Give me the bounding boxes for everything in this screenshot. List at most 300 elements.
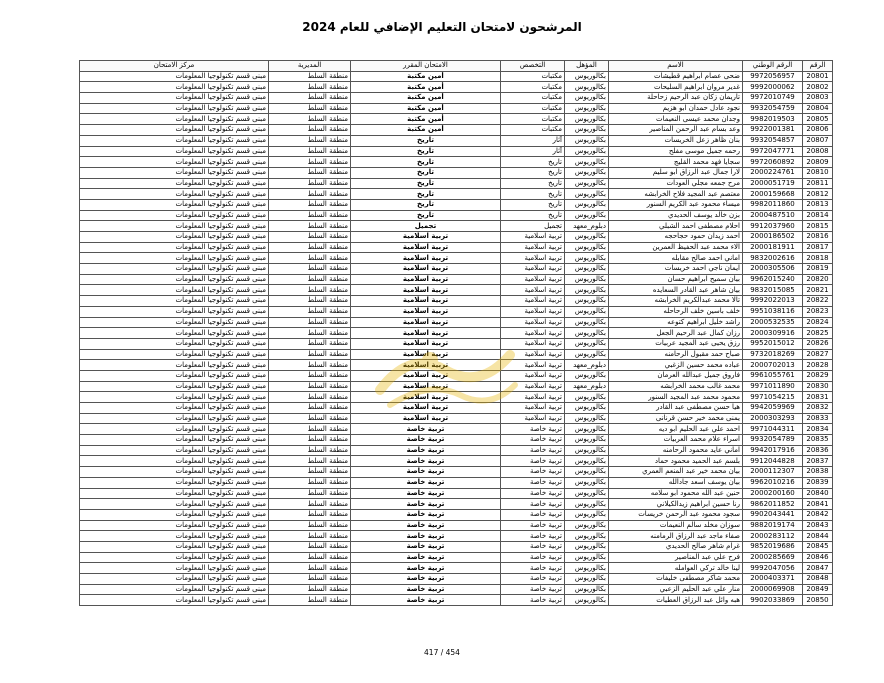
cell-national-id: 2000303293	[743, 413, 803, 424]
cell-exam: تاريخ	[351, 210, 501, 221]
cell-serial: 20834	[803, 424, 833, 435]
cell-directorate: منطقة السلط	[269, 82, 351, 93]
cell-specialization: تربية اسلامية	[501, 349, 565, 360]
cell-exam: تربية اسلامية	[351, 242, 501, 253]
cell-exam-center: مبنى قسم تكنولوجيا المعلومات	[80, 424, 269, 435]
cell-directorate: منطقة السلط	[269, 424, 351, 435]
table-row	[80, 285, 833, 296]
cell-national-id: 9882019174	[743, 520, 803, 531]
cell-name: يمنى محمد خير حسن قرنانى	[609, 413, 743, 424]
cell-national-id: 9992022013	[743, 296, 803, 307]
cell-specialization: تربية خاصة	[501, 477, 565, 488]
table-row	[80, 403, 833, 414]
cell-qualification: بكالوريوس	[565, 595, 609, 606]
candidates-table	[79, 60, 833, 606]
cell-specialization: تربية خاصة	[501, 509, 565, 520]
cell-specialization: تربية اسلامية	[501, 328, 565, 339]
cell-serial: 20832	[803, 403, 833, 414]
cell-exam: أمين مكتبة	[351, 103, 501, 114]
table-row	[80, 435, 833, 446]
cell-directorate: منطقة السلط	[269, 221, 351, 232]
cell-serial: 20820	[803, 274, 833, 285]
cell-exam: تربية اسلامية	[351, 274, 501, 285]
cell-exam: تاريخ	[351, 135, 501, 146]
cell-specialization: تربية خاصة	[501, 488, 565, 499]
cell-national-id: 9962010216	[743, 477, 803, 488]
cell-national-id: 9732018269	[743, 349, 803, 360]
cell-exam: تربية اسلامية	[351, 349, 501, 360]
cell-qualification: بكالوريوس	[565, 584, 609, 595]
cell-directorate: منطقة السلط	[269, 232, 351, 243]
cell-qualification: بكالوريوس	[565, 264, 609, 275]
cell-exam: تربية اسلامية	[351, 360, 501, 371]
cell-directorate: منطقة السلط	[269, 178, 351, 189]
cell-serial: 20817	[803, 242, 833, 253]
cell-exam: تربية خاصة	[351, 552, 501, 563]
cell-exam: تربية اسلامية	[351, 285, 501, 296]
cell-name: اماني عايد محمود الرحامنه	[609, 445, 743, 456]
cell-qualification: دبلوم_معهد	[565, 381, 609, 392]
cell-specialization: تربية خاصة	[501, 445, 565, 456]
table-row	[80, 253, 833, 264]
cell-qualification: بكالوريوس	[565, 296, 609, 307]
cell-serial: 20813	[803, 199, 833, 210]
cell-exam: تربية اسلامية	[351, 370, 501, 381]
cell-directorate: منطقة السلط	[269, 157, 351, 168]
cell-directorate: منطقة السلط	[269, 584, 351, 595]
table-row	[80, 488, 833, 499]
cell-qualification: بكالوريوس	[565, 232, 609, 243]
cell-directorate: منطقة السلط	[269, 520, 351, 531]
table-row	[80, 306, 833, 317]
cell-serial: 20802	[803, 82, 833, 93]
cell-national-id: 9932054759	[743, 103, 803, 114]
cell-directorate: منطقة السلط	[269, 403, 351, 414]
cell-exam: تاريخ	[351, 178, 501, 189]
cell-directorate: منطقة السلط	[269, 392, 351, 403]
cell-serial: 20831	[803, 392, 833, 403]
cell-qualification: دبلوم_معهد	[565, 360, 609, 371]
cell-qualification: بكالوريوس	[565, 210, 609, 221]
cell-exam: تربية اسلامية	[351, 338, 501, 349]
cell-directorate: منطقة السلط	[269, 445, 351, 456]
cell-directorate: منطقة السلط	[269, 381, 351, 392]
cell-national-id: 2000309916	[743, 328, 803, 339]
cell-national-id: 2000283112	[743, 531, 803, 542]
table-row	[80, 477, 833, 488]
cell-qualification: بكالوريوس	[565, 71, 609, 82]
cell-serial: 20827	[803, 349, 833, 360]
header-name: الاسم	[609, 61, 743, 72]
table-row	[80, 499, 833, 510]
cell-directorate: منطقة السلط	[269, 93, 351, 104]
cell-specialization: تربية اسلامية	[501, 274, 565, 285]
page-number: 417 / 454	[424, 648, 460, 657]
cell-directorate: منطقة السلط	[269, 456, 351, 467]
cell-name: خلف باسين خلف الرحاحله	[609, 306, 743, 317]
cell-serial: 20809	[803, 157, 833, 168]
cell-serial: 20838	[803, 467, 833, 478]
cell-qualification: بكالوريوس	[565, 103, 609, 114]
cell-exam-center: مبنى قسم تكنولوجيا المعلومات	[80, 199, 269, 210]
cell-serial: 20835	[803, 435, 833, 446]
cell-qualification: بكالوريوس	[565, 306, 609, 317]
cell-specialization: تربية خاصة	[501, 584, 565, 595]
cell-exam-center: مبنى قسم تكنولوجيا المعلومات	[80, 595, 269, 606]
cell-serial: 20846	[803, 552, 833, 563]
cell-serial: 20840	[803, 488, 833, 499]
cell-qualification: بكالوريوس	[565, 189, 609, 200]
cell-national-id: 9972056957	[743, 71, 803, 82]
cell-national-id: 9902033869	[743, 595, 803, 606]
cell-directorate: منطقة السلط	[269, 317, 351, 328]
cell-qualification: بكالوريوس	[565, 424, 609, 435]
cell-name: عباده محمد حسين الزغبي	[609, 360, 743, 371]
cell-qualification: بكالوريوس	[565, 370, 609, 381]
table-row	[80, 531, 833, 542]
cell-qualification: بكالوريوس	[565, 456, 609, 467]
cell-national-id: 2000051719	[743, 178, 803, 189]
cell-serial: 20830	[803, 381, 833, 392]
cell-qualification: بكالوريوس	[565, 488, 609, 499]
cell-exam-center: مبنى قسم تكنولوجيا المعلومات	[80, 274, 269, 285]
table-row	[80, 199, 833, 210]
cell-qualification: بكالوريوس	[565, 477, 609, 488]
cell-qualification: بكالوريوس	[565, 82, 609, 93]
cell-directorate: منطقة السلط	[269, 328, 351, 339]
cell-national-id: 9852019686	[743, 541, 803, 552]
cell-serial: 20822	[803, 296, 833, 307]
cell-exam: تربية اسلامية	[351, 232, 501, 243]
cell-exam: أمين مكتبة	[351, 71, 501, 82]
cell-exam-center: مبنى قسم تكنولوجيا المعلومات	[80, 552, 269, 563]
cell-specialization: مكتبات	[501, 114, 565, 125]
table-row	[80, 125, 833, 136]
table-row	[80, 370, 833, 381]
cell-name: سجايا فهد محمد القليج	[609, 157, 743, 168]
cell-name: لينا خالد تركي العوامله	[609, 563, 743, 574]
cell-exam-center: مبنى قسم تكنولوجيا المعلومات	[80, 306, 269, 317]
cell-exam-center: مبنى قسم تكنولوجيا المعلومات	[80, 178, 269, 189]
cell-exam-center: مبنى قسم تكنولوجيا المعلومات	[80, 381, 269, 392]
cell-national-id: 2000487510	[743, 210, 803, 221]
cell-exam-center: مبنى قسم تكنولوجيا المعلومات	[80, 135, 269, 146]
table-row	[80, 563, 833, 574]
cell-qualification: بكالوريوس	[565, 135, 609, 146]
cell-specialization: تربية خاصة	[501, 531, 565, 542]
cell-exam-center: مبنى قسم تكنولوجيا المعلومات	[80, 467, 269, 478]
cell-exam-center: مبنى قسم تكنولوجيا المعلومات	[80, 509, 269, 520]
cell-national-id: 9971011890	[743, 381, 803, 392]
cell-name: غدير مروان ابراهيم السليحات	[609, 82, 743, 93]
cell-national-id: 2000159668	[743, 189, 803, 200]
cell-exam-center: مبنى قسم تكنولوجيا المعلومات	[80, 189, 269, 200]
cell-specialization: تربية خاصة	[501, 563, 565, 574]
cell-exam: تربية خاصة	[351, 520, 501, 531]
cell-exam: تربية خاصة	[351, 595, 501, 606]
cell-serial: 20804	[803, 103, 833, 114]
cell-serial: 20836	[803, 445, 833, 456]
cell-national-id: 2000224761	[743, 167, 803, 178]
cell-exam-center: مبنى قسم تكنولوجيا المعلومات	[80, 93, 269, 104]
cell-exam-center: مبنى قسم تكنولوجيا المعلومات	[80, 242, 269, 253]
cell-directorate: منطقة السلط	[269, 413, 351, 424]
cell-qualification: بكالوريوس	[565, 253, 609, 264]
table-row	[80, 242, 833, 253]
cell-serial: 20833	[803, 413, 833, 424]
cell-name: احمد زيدان حمود حجاحجه	[609, 232, 743, 243]
table-row	[80, 135, 833, 146]
cell-name: محمود محمد عبد المجيد السنور	[609, 392, 743, 403]
cell-name: وجدان محمد عيسى النعيمات	[609, 114, 743, 125]
cell-exam: تاريخ	[351, 157, 501, 168]
cell-directorate: منطقة السلط	[269, 531, 351, 542]
cell-qualification: بكالوريوس	[565, 285, 609, 296]
cell-national-id: 9971044311	[743, 424, 803, 435]
cell-directorate: منطقة السلط	[269, 264, 351, 275]
cell-national-id: 9932054857	[743, 135, 803, 146]
table-row	[80, 103, 833, 114]
cell-qualification: بكالوريوس	[565, 317, 609, 328]
cell-national-id: 9912044828	[743, 456, 803, 467]
table-row	[80, 349, 833, 360]
cell-specialization: تربية اسلامية	[501, 285, 565, 296]
cell-exam-center: مبنى قسم تكنولوجيا المعلومات	[80, 253, 269, 264]
cell-national-id: 2000403371	[743, 574, 803, 585]
cell-name: احمد علي عبد الحليم ابو ديه	[609, 424, 743, 435]
cell-directorate: منطقة السلط	[269, 360, 351, 371]
cell-serial: 20803	[803, 93, 833, 104]
cell-serial: 20824	[803, 317, 833, 328]
cell-specialization: تربية اسلامية	[501, 306, 565, 317]
cell-serial: 20825	[803, 328, 833, 339]
cell-exam-center: مبنى قسم تكنولوجيا المعلومات	[80, 167, 269, 178]
cell-national-id: 9832015085	[743, 285, 803, 296]
cell-directorate: منطقة السلط	[269, 296, 351, 307]
cell-serial: 20821	[803, 285, 833, 296]
cell-exam-center: مبنى قسم تكنولوجيا المعلومات	[80, 221, 269, 232]
cell-exam: تاريخ	[351, 167, 501, 178]
cell-serial: 20808	[803, 146, 833, 157]
cell-serial: 20843	[803, 520, 833, 531]
cell-serial: 20844	[803, 531, 833, 542]
cell-exam-center: مبنى قسم تكنولوجيا المعلومات	[80, 82, 269, 93]
table-row	[80, 552, 833, 563]
cell-name: هبه وائل عبد الرزاق العطيات	[609, 595, 743, 606]
cell-exam-center: مبنى قسم تكنولوجيا المعلومات	[80, 370, 269, 381]
cell-serial: 20837	[803, 456, 833, 467]
cell-name: رزان كمال عبد الرحيم الجعل	[609, 328, 743, 339]
cell-exam: تربية اسلامية	[351, 264, 501, 275]
cell-exam: تربية اسلامية	[351, 381, 501, 392]
cell-exam-center: مبنى قسم تكنولوجيا المعلومات	[80, 574, 269, 585]
cell-name: صباح حمد مقبول الرحامنه	[609, 349, 743, 360]
cell-national-id: 2000305506	[743, 264, 803, 275]
cell-exam-center: مبنى قسم تكنولوجيا المعلومات	[80, 445, 269, 456]
cell-qualification: بكالوريوس	[565, 93, 609, 104]
cell-exam-center: مبنى قسم تكنولوجيا المعلومات	[80, 146, 269, 157]
table-header-row	[80, 61, 833, 72]
cell-specialization: تربية اسلامية	[501, 381, 565, 392]
cell-specialization: تاريخ	[501, 210, 565, 221]
table-row	[80, 189, 833, 200]
cell-specialization: تربية خاصة	[501, 541, 565, 552]
cell-serial: 20812	[803, 189, 833, 200]
cell-specialization: مكتبات	[501, 82, 565, 93]
table-row	[80, 574, 833, 585]
cell-specialization: تربية خاصة	[501, 574, 565, 585]
table-row	[80, 71, 833, 82]
header-specialization: التخصص	[501, 61, 565, 72]
cell-directorate: منطقة السلط	[269, 167, 351, 178]
table-row	[80, 221, 833, 232]
cell-name: رحمه جميل موسى مفلح	[609, 146, 743, 157]
table-row	[80, 167, 833, 178]
cell-directorate: منطقة السلط	[269, 467, 351, 478]
cell-qualification: بكالوريوس	[565, 125, 609, 136]
cell-exam-center: مبنى قسم تكنولوجيا المعلومات	[80, 392, 269, 403]
cell-specialization: مكتبات	[501, 103, 565, 114]
cell-name: الاء محمد عبد الحفيظ العمرين	[609, 242, 743, 253]
cell-qualification: بكالوريوس	[565, 531, 609, 542]
cell-serial: 20801	[803, 71, 833, 82]
cell-name: بيان يوسف اسعد جادالله	[609, 477, 743, 488]
cell-directorate: منطقة السلط	[269, 595, 351, 606]
cell-name: سوزان مخلد سالم النعيمات	[609, 520, 743, 531]
page-title: المرشحون لامتحان التعليم الإضافي للعام 2024	[302, 20, 582, 34]
table-row	[80, 413, 833, 424]
cell-exam: تربية اسلامية	[351, 306, 501, 317]
cell-national-id: 9971054215	[743, 392, 803, 403]
cell-name: حنين عبد الله محمود ابو سلامه	[609, 488, 743, 499]
cell-name: محمد شاكر مصطفى خليفات	[609, 574, 743, 585]
cell-directorate: منطقة السلط	[269, 477, 351, 488]
table-row	[80, 584, 833, 595]
table-row	[80, 595, 833, 606]
cell-exam: تربية خاصة	[351, 531, 501, 542]
cell-exam: تربية اسلامية	[351, 403, 501, 414]
cell-serial: 20814	[803, 210, 833, 221]
cell-exam: تربية خاصة	[351, 445, 501, 456]
cell-serial: 20829	[803, 370, 833, 381]
cell-national-id: 9972060892	[743, 157, 803, 168]
cell-national-id: 9932054789	[743, 435, 803, 446]
cell-exam: تربية خاصة	[351, 467, 501, 478]
cell-specialization: تاريخ	[501, 167, 565, 178]
cell-exam: تاريخ	[351, 199, 501, 210]
cell-directorate: منطقة السلط	[269, 199, 351, 210]
cell-exam: تربية اسلامية	[351, 317, 501, 328]
cell-serial: 20849	[803, 584, 833, 595]
cell-name: مرح جمعه مجلي العودات	[609, 178, 743, 189]
table-row	[80, 520, 833, 531]
cell-specialization: تربية اسلامية	[501, 296, 565, 307]
cell-exam-center: مبنى قسم تكنولوجيا المعلومات	[80, 317, 269, 328]
cell-exam: أمين مكتبة	[351, 82, 501, 93]
cell-qualification: بكالوريوس	[565, 520, 609, 531]
cell-qualification: دبلوم_معهد	[565, 221, 609, 232]
cell-directorate: منطقة السلط	[269, 349, 351, 360]
cell-name: تاريمان زكان عبد الرحيم زحاحلة	[609, 93, 743, 104]
cell-specialization: تربية اسلامية	[501, 317, 565, 328]
cell-serial: 20811	[803, 178, 833, 189]
cell-exam-center: مبنى قسم تكنولوجيا المعلومات	[80, 413, 269, 424]
cell-exam-center: مبنى قسم تكنولوجيا المعلومات	[80, 125, 269, 136]
cell-serial: 20841	[803, 499, 833, 510]
cell-exam: تربية خاصة	[351, 477, 501, 488]
cell-national-id: 9922001381	[743, 125, 803, 136]
cell-serial: 20819	[803, 264, 833, 275]
cell-directorate: منطقة السلط	[269, 541, 351, 552]
table-row	[80, 93, 833, 104]
cell-name: صفاء ماجد عبد الرزاق الرمامنه	[609, 531, 743, 542]
table-row	[80, 456, 833, 467]
cell-national-id: 2000069908	[743, 584, 803, 595]
cell-national-id: 9992000062	[743, 82, 803, 93]
cell-specialization: تربية خاصة	[501, 595, 565, 606]
cell-qualification: بكالوريوس	[565, 392, 609, 403]
cell-exam: تاريخ	[351, 189, 501, 200]
cell-name: اماني احمد صالح مقابله	[609, 253, 743, 264]
cell-national-id: 9862011852	[743, 499, 803, 510]
table-row	[80, 328, 833, 339]
cell-national-id: 9942017916	[743, 445, 803, 456]
cell-qualification: بكالوريوس	[565, 274, 609, 285]
cell-serial: 20810	[803, 167, 833, 178]
cell-specialization: مكتبات	[501, 125, 565, 136]
cell-national-id: 9902043441	[743, 509, 803, 520]
cell-specialization: تربية اسلامية	[501, 360, 565, 371]
cell-exam: تربية اسلامية	[351, 392, 501, 403]
table-body	[80, 71, 833, 605]
cell-exam-center: مبنى قسم تكنولوجيا المعلومات	[80, 114, 269, 125]
cell-exam: أمين مكتبة	[351, 114, 501, 125]
cell-exam: تربية اسلامية	[351, 413, 501, 424]
cell-specialization: تربية خاصة	[501, 435, 565, 446]
cell-name: بيان محمد خير عبد المنعم العمري	[609, 467, 743, 478]
cell-specialization: تجميل	[501, 221, 565, 232]
cell-exam: تربية خاصة	[351, 563, 501, 574]
cell-exam-center: مبنى قسم تكنولوجيا المعلومات	[80, 584, 269, 595]
cell-name: ضحى عصام ابراهيم قطيشات	[609, 71, 743, 82]
cell-serial: 20847	[803, 563, 833, 574]
cell-directorate: منطقة السلط	[269, 71, 351, 82]
cell-exam-center: مبنى قسم تكنولوجيا المعلومات	[80, 435, 269, 446]
cell-specialization: تربية اسلامية	[501, 370, 565, 381]
cell-qualification: بكالوريوس	[565, 467, 609, 478]
cell-name: راشد خليل ابراهيم كتوعه	[609, 317, 743, 328]
cell-exam: تربية خاصة	[351, 509, 501, 520]
cell-directorate: منطقة السلط	[269, 114, 351, 125]
cell-exam-center: مبنى قسم تكنولوجيا المعلومات	[80, 360, 269, 371]
cell-directorate: منطقة السلط	[269, 563, 351, 574]
cell-name: بيان سميح ابراهيم حسان	[609, 274, 743, 285]
cell-directorate: منطقة السلط	[269, 103, 351, 114]
cell-name: هيا حسن مصطفى عبد القادر	[609, 403, 743, 414]
cell-name: ايمان ناجي احمد خريسات	[609, 264, 743, 275]
cell-qualification: بكالوريوس	[565, 563, 609, 574]
cell-national-id: 2000186502	[743, 232, 803, 243]
cell-national-id: 2000181911	[743, 242, 803, 253]
cell-national-id: 9972047771	[743, 146, 803, 157]
cell-qualification: بكالوريوس	[565, 167, 609, 178]
cell-national-id: 9832002616	[743, 253, 803, 264]
cell-national-id: 9962015240	[743, 274, 803, 285]
cell-specialization: تربية اسلامية	[501, 264, 565, 275]
table-row	[80, 445, 833, 456]
cell-serial: 20848	[803, 574, 833, 585]
cell-serial: 20815	[803, 221, 833, 232]
